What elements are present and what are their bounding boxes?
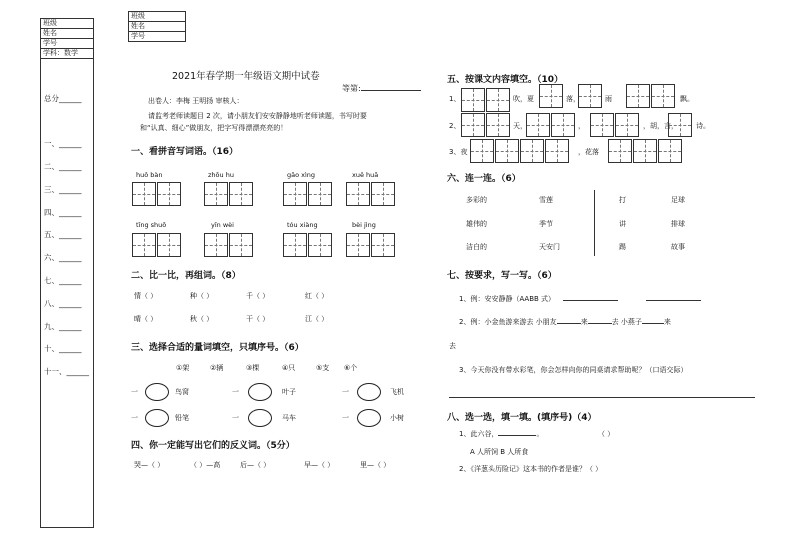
score-4: 四、______ xyxy=(44,208,82,217)
top-info-number: 学号 xyxy=(129,32,186,42)
compare-1-3: 千（ ） xyxy=(246,292,270,300)
writing-grid[interactable] xyxy=(308,233,332,257)
writing-grid[interactable] xyxy=(486,88,510,112)
answer-blank[interactable] xyxy=(557,323,581,324)
writing-grid[interactable] xyxy=(346,182,370,206)
q8-1-text: 1、此六谷， xyxy=(459,430,499,438)
score-11: 十一、______ xyxy=(44,367,89,376)
left-info-class: 班级 xyxy=(41,19,94,29)
answer-blank[interactable] xyxy=(642,323,664,324)
writing-grid[interactable] xyxy=(461,113,485,137)
dash: 一 xyxy=(131,388,138,396)
measure-noun-6: 小树 xyxy=(390,414,404,422)
option-2: ②辆 xyxy=(210,364,224,372)
q7-1-text: 1、例：安安静静（AABB 式） xyxy=(459,295,556,303)
score-8: 八、______ xyxy=(44,299,82,308)
antonym-2: （ ）—高 xyxy=(190,461,221,469)
answer-blank[interactable] xyxy=(646,300,701,301)
left-info-number: 学号 xyxy=(41,39,94,49)
writing-grid[interactable] xyxy=(651,84,675,108)
match-mid-1: 雪莲 xyxy=(539,196,553,204)
section-7-title: 七、按要求，写一写。（6） xyxy=(447,271,557,281)
q7-3: 3、今天你没有带水彩笔，你会怎样向你的同桌请求帮助呢？（口语交际） xyxy=(459,366,688,374)
fill-line-3-text-2: ，花落 xyxy=(578,148,599,156)
writing-grid[interactable] xyxy=(578,84,602,108)
writing-grid[interactable] xyxy=(132,182,156,206)
q7-2 xyxy=(459,318,671,327)
match-verb-2: 讲 xyxy=(619,220,626,228)
match-object-1: 足球 xyxy=(671,196,685,204)
divider-line xyxy=(594,190,595,256)
fill-line-1-num: 1、 xyxy=(449,95,461,103)
q7-2-end: 去 小燕子 xyxy=(611,318,642,326)
answer-ellipse[interactable] xyxy=(248,409,272,427)
q7-2-text: 2、例：小金鱼游来游去 小朋友 xyxy=(459,318,557,326)
grade-label xyxy=(342,84,421,94)
antonym-5: 里—（ ） xyxy=(360,461,391,469)
fill-line-2-text-4: 诗。 xyxy=(696,122,710,130)
writing-grid[interactable] xyxy=(157,233,181,257)
antonym-4: 早—（ ） xyxy=(304,461,335,469)
match-object-3: 故事 xyxy=(671,243,685,251)
writing-grid[interactable] xyxy=(461,88,485,112)
match-object-2: 排球 xyxy=(671,220,685,228)
left-info-name: 姓名 xyxy=(41,29,94,39)
match-mid-3: 天安门 xyxy=(539,243,560,251)
writing-grid[interactable] xyxy=(668,113,692,137)
match-verb-3: 踢 xyxy=(619,243,626,251)
writing-grid[interactable] xyxy=(608,139,632,163)
pinyin-2-4: bèi jìng xyxy=(352,221,376,229)
measure-noun-4: 铅笔 xyxy=(175,414,189,422)
answer-ellipse[interactable] xyxy=(357,409,381,427)
writing-grid[interactable] xyxy=(658,139,682,163)
q7-2-wrap: 去 xyxy=(449,342,456,350)
compare-1-2: 种（ ） xyxy=(190,292,214,300)
section-4-title: 四、你一定能写出它们的反义词。（5分） xyxy=(131,441,295,451)
q8-1-paren[interactable]: （ ） xyxy=(601,430,615,438)
score-6: 六、______ xyxy=(44,253,82,262)
writing-grid[interactable] xyxy=(308,182,332,206)
writing-grid[interactable] xyxy=(346,233,370,257)
compare-2-1: 晴（ ） xyxy=(134,315,158,323)
top-info-table xyxy=(128,11,186,42)
writing-grid[interactable] xyxy=(371,182,395,206)
answer-ellipse[interactable] xyxy=(248,383,272,401)
writing-grid[interactable] xyxy=(371,233,395,257)
score-3: 三、______ xyxy=(44,185,82,194)
answer-ellipse[interactable] xyxy=(145,409,169,427)
compare-2-4: 江（ ） xyxy=(305,315,329,323)
answer-blank[interactable] xyxy=(498,435,536,436)
measure-noun-2: 叶子 xyxy=(282,388,296,396)
grade-blank[interactable] xyxy=(361,90,421,91)
option-6: ⑥个 xyxy=(344,364,358,372)
answer-blank[interactable] xyxy=(588,323,612,324)
writing-grid[interactable] xyxy=(551,113,575,137)
score-10: 十、______ xyxy=(44,344,82,353)
fill-line-2-text-3: ，胡，言， xyxy=(643,122,678,130)
pinyin-1-2: zhōu hu xyxy=(208,171,234,179)
score-9: 九、______ xyxy=(44,322,82,331)
match-verb-1: 打 xyxy=(619,196,626,204)
measure-noun-1: 鸟窝 xyxy=(175,388,189,396)
writing-grid[interactable] xyxy=(283,182,307,206)
fill-line-1-text-3: 雨 xyxy=(605,95,612,103)
answer-blank[interactable] xyxy=(563,300,618,301)
option-5: ⑤支 xyxy=(316,364,330,372)
match-left-1: 多彩的 xyxy=(466,196,487,204)
fill-line-2-text-2: ， xyxy=(578,122,585,130)
score-7: 七、______ xyxy=(44,276,82,285)
answer-line[interactable] xyxy=(449,397,755,398)
pinyin-2-3: tóu xiàng xyxy=(287,221,318,229)
top-info-class: 班级 xyxy=(129,12,186,22)
writing-grid[interactable] xyxy=(590,113,614,137)
writing-grid[interactable] xyxy=(495,139,519,163)
fill-line-2-num: 2、 xyxy=(449,122,461,130)
section-6-title: 六、连一连。（6） xyxy=(447,174,521,184)
writing-grid[interactable] xyxy=(626,84,650,108)
section-2-title: 二、比一比，再组词。（8） xyxy=(131,271,241,281)
pinyin-2-1: tīng shuō xyxy=(136,221,167,229)
writing-grid[interactable] xyxy=(132,233,156,257)
dash: 一 xyxy=(342,414,349,422)
option-4: ④只 xyxy=(282,364,296,372)
q8-1-options: A 人所饲 B 人所食 xyxy=(470,448,529,456)
antonym-1: 哭—（ ） xyxy=(134,461,165,469)
measure-noun-5: 马车 xyxy=(282,414,296,422)
writing-grid[interactable] xyxy=(633,139,657,163)
paper-intro-2: 和“认真、细心”做朋友，把字写得漂漂亮亮的！ xyxy=(140,124,288,132)
option-1: ①架 xyxy=(176,364,190,372)
section-8-title: 八、选一选，填一填。(填序号)（4） xyxy=(447,413,597,423)
writing-grid[interactable] xyxy=(229,233,253,257)
writing-grid[interactable] xyxy=(204,233,228,257)
pinyin-1-3: gāo xìng xyxy=(287,171,316,179)
dash: 一 xyxy=(342,388,349,396)
q8-1: 1、此六谷， 。 （ ） xyxy=(459,430,615,438)
compare-1-4: 红（ ） xyxy=(305,292,329,300)
score-2: 二、______ xyxy=(44,162,82,171)
paper-title: 2021年春学期一年级语文期中试卷 xyxy=(172,71,320,82)
section-3-title: 三、选择合适的量词填空，只填序号。（6） xyxy=(131,343,304,353)
score-5: 五、______ xyxy=(44,230,82,239)
writing-grid[interactable] xyxy=(615,113,639,137)
fill-line-1-text-4: 飘。 xyxy=(680,95,694,103)
match-mid-2: 季节 xyxy=(539,220,553,228)
score-total: 总分______ xyxy=(44,94,82,103)
pinyin-2-2: yīn wèi xyxy=(211,221,234,229)
pinyin-1-4: xuě huā xyxy=(352,171,379,179)
writing-grid[interactable] xyxy=(157,182,181,206)
writing-grid[interactable] xyxy=(539,84,563,108)
top-info-name: 姓名 xyxy=(129,22,186,32)
section-5-title: 五、按课文内容填空。（10） xyxy=(447,75,564,85)
writing-grid[interactable] xyxy=(470,139,494,163)
writing-grid[interactable] xyxy=(526,113,550,137)
fill-line-1-text-1: 吹，夏 xyxy=(513,95,534,103)
answer-ellipse[interactable] xyxy=(145,383,169,401)
paper-intro-1: 请监考老师读题目 2 次，请小朋友们安安静静地听老师读题，书写时要 xyxy=(148,112,367,120)
compare-2-3: 干（ ） xyxy=(246,315,270,323)
fill-line-1-text-2: 落， xyxy=(566,95,580,103)
writing-grid[interactable] xyxy=(486,113,510,137)
dash: 一 xyxy=(232,388,239,396)
fill-line-2-text-1: 天， xyxy=(513,122,527,130)
q7-2-mid: 来 xyxy=(580,318,588,326)
q7-1 xyxy=(459,295,701,304)
writing-grid[interactable] xyxy=(545,139,569,163)
compare-1-1: 情（ ） xyxy=(134,292,158,300)
paper-authors: 出卷人：李梅 王明扬 审核人： xyxy=(148,97,244,105)
antonym-3: 后—（ ） xyxy=(240,461,271,469)
q8-2: 2、《洋葱头历险记》这本书的作者是谁？（ ） xyxy=(459,465,603,473)
fill-line-3-text-1: 3、夜 xyxy=(449,148,468,156)
section-1-title: 一、看拼音写词语。（16） xyxy=(131,147,239,157)
q7-2-end2: 来 xyxy=(663,318,671,326)
dash: 一 xyxy=(131,414,138,422)
match-left-3: 洁白的 xyxy=(466,243,487,251)
compare-2-2: 秋（ ） xyxy=(190,315,214,323)
dash: 一 xyxy=(232,414,239,422)
writing-grid[interactable] xyxy=(229,182,253,206)
left-info-subject: 学科：数学 xyxy=(41,49,94,59)
option-3: ③棵 xyxy=(246,364,260,372)
match-left-2: 雄伟的 xyxy=(466,220,487,228)
pinyin-1-1: huǒ bàn xyxy=(136,171,163,179)
score-1: 一、______ xyxy=(44,139,82,148)
grade-label-text: 等第: xyxy=(342,84,361,93)
writing-grid[interactable] xyxy=(283,233,307,257)
writing-grid[interactable] xyxy=(520,139,544,163)
left-info-table xyxy=(40,18,94,59)
answer-ellipse[interactable] xyxy=(357,383,381,401)
measure-noun-3: 飞机 xyxy=(390,388,404,396)
writing-grid[interactable] xyxy=(204,182,228,206)
